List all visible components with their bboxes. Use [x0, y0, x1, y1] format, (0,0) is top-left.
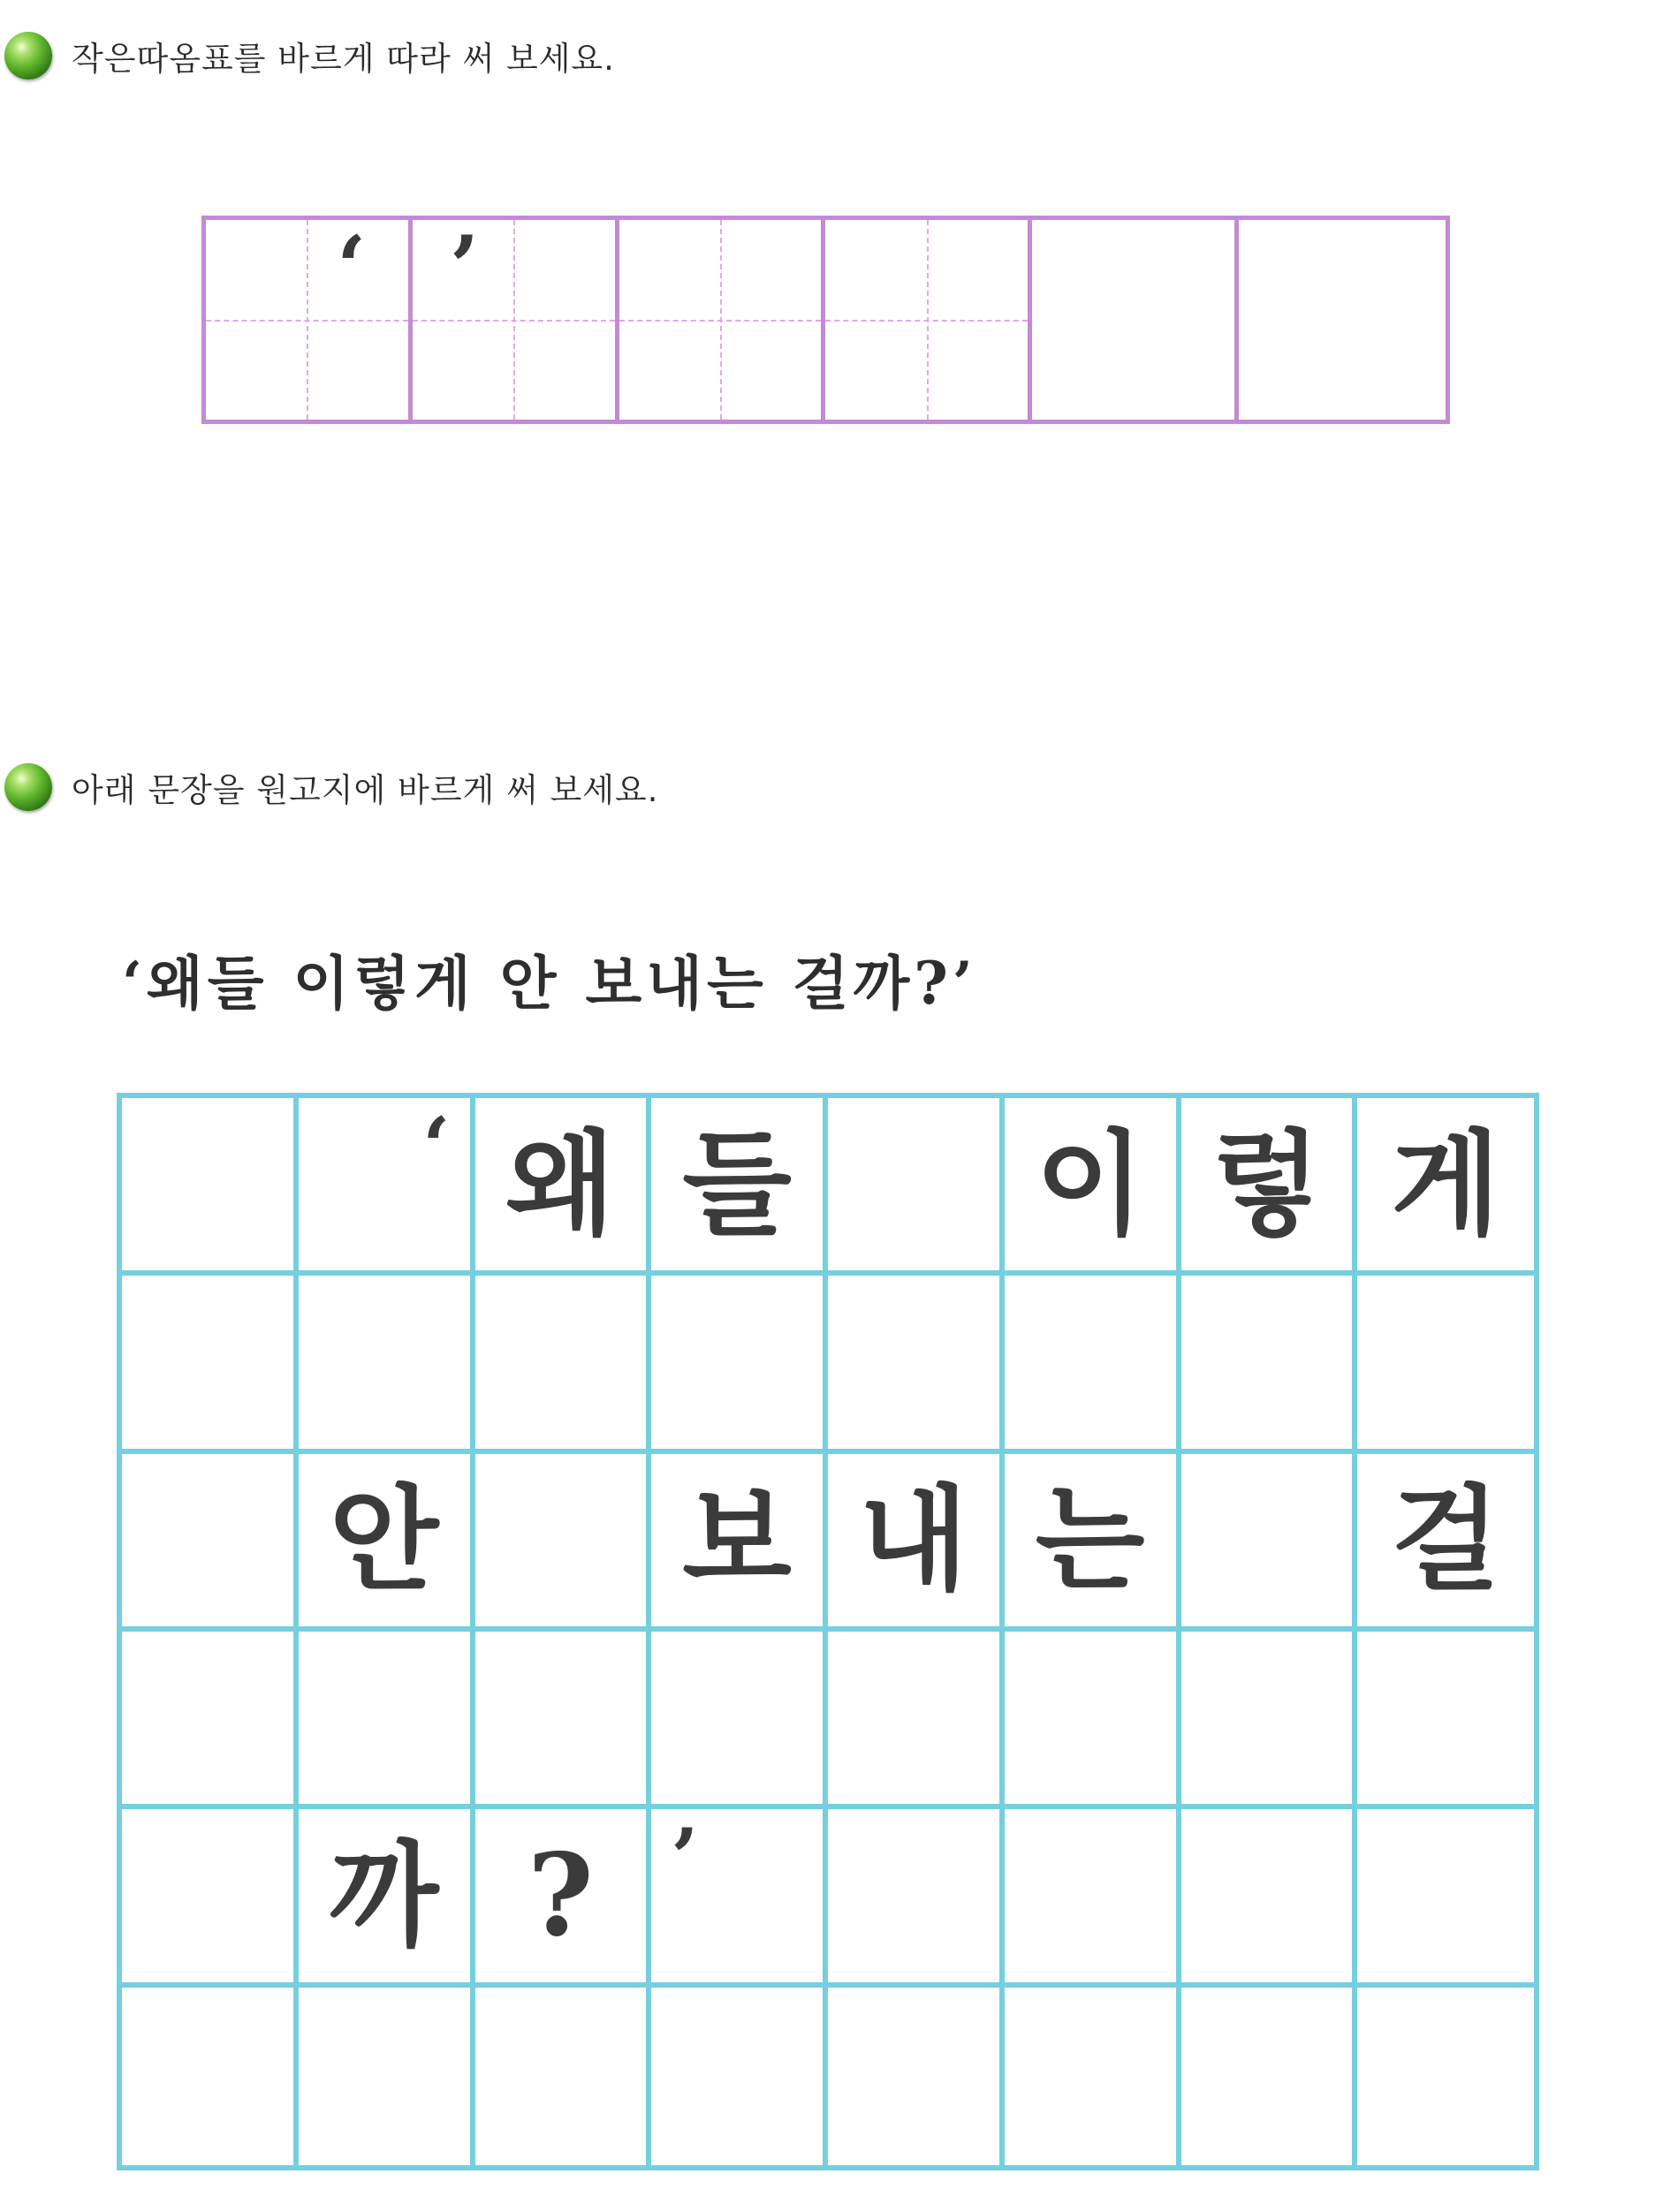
manuscript-grid: [117, 1093, 1539, 2170]
manuscript-cell[interactable]: [1005, 1809, 1181, 1987]
manuscript-cell[interactable]: [828, 1632, 1005, 1809]
guide-line-horizontal: [206, 320, 408, 322]
manuscript-cell[interactable]: [1005, 1276, 1181, 1453]
example-sentence: ‘왜들 이렇게 안 보내는 걸까?’: [122, 949, 977, 1018]
manuscript-cell: 이: [1005, 1098, 1181, 1276]
manuscript-cell: 게: [1357, 1098, 1534, 1276]
manuscript-cell[interactable]: [122, 1988, 299, 2165]
opening-single-quote: ‘: [337, 217, 367, 317]
manuscript-cell: ?: [475, 1809, 652, 1987]
instruction-2-text: 아래 문장을 원고지에 바르게 써 보세요.: [72, 771, 659, 809]
manuscript-cell[interactable]: [299, 1276, 475, 1453]
manuscript-cell[interactable]: [1005, 1988, 1181, 2165]
practice-box-6[interactable]: [1239, 220, 1446, 420]
manuscript-cell[interactable]: [122, 1809, 299, 1987]
guide-line-horizontal: [825, 320, 1028, 322]
instruction-1: [4, 31, 615, 80]
practice-box-1: [206, 217, 413, 420]
manuscript-cell[interactable]: [122, 1098, 299, 1276]
manuscript-cell[interactable]: [1357, 1809, 1534, 1987]
manuscript-cell: 까: [299, 1809, 475, 1987]
manuscript-cell: ‘: [299, 1098, 475, 1276]
manuscript-cell[interactable]: [651, 1988, 828, 2165]
practice-box-5[interactable]: [1032, 220, 1239, 420]
manuscript-cell[interactable]: [1181, 1276, 1358, 1453]
instruction-1-text: 작은따옴표를 바르게 따라 써 보세요.: [72, 40, 615, 78]
manuscript-cell[interactable]: [828, 1098, 1005, 1276]
manuscript-cell[interactable]: [122, 1454, 299, 1632]
manuscript-cell: 렇: [1181, 1098, 1358, 1276]
instruction-2: [4, 762, 658, 812]
manuscript-cell[interactable]: [299, 1988, 475, 2165]
manuscript-cell[interactable]: [475, 1632, 652, 1809]
manuscript-cell[interactable]: [1181, 1809, 1358, 1987]
guide-line-horizontal: [413, 320, 615, 322]
manuscript-cell: 들: [651, 1098, 828, 1276]
manuscript-cell: 걸: [1357, 1454, 1534, 1632]
manuscript-cell: 는: [1005, 1454, 1181, 1632]
manuscript-cell[interactable]: [828, 1988, 1005, 2165]
manuscript-cell[interactable]: [651, 1632, 828, 1809]
manuscript-cell[interactable]: [1357, 1276, 1534, 1453]
green-ball-bullet-icon: [4, 763, 52, 811]
manuscript-cell[interactable]: [122, 1632, 299, 1809]
manuscript-cell[interactable]: [1357, 1988, 1534, 2165]
manuscript-cell: 보: [651, 1454, 828, 1632]
manuscript-cell[interactable]: [1181, 1632, 1358, 1809]
manuscript-cell[interactable]: [828, 1809, 1005, 1987]
manuscript-cell[interactable]: [475, 1988, 652, 2165]
practice-box-3[interactable]: [619, 220, 826, 420]
green-ball-bullet-icon: [4, 32, 52, 80]
manuscript-cell[interactable]: [122, 1276, 299, 1453]
manuscript-cell[interactable]: [828, 1276, 1005, 1453]
manuscript-cell: 안: [299, 1454, 475, 1632]
practice-box-4[interactable]: [825, 220, 1032, 420]
manuscript-cell[interactable]: [475, 1276, 652, 1453]
manuscript-cell[interactable]: [1181, 1454, 1358, 1632]
manuscript-cell: 왜: [475, 1098, 652, 1276]
manuscript-cell[interactable]: [1357, 1632, 1534, 1809]
practice-box-2: [413, 217, 619, 420]
manuscript-cell: ’: [651, 1809, 828, 1987]
manuscript-cell[interactable]: [299, 1632, 475, 1809]
quote-practice-boxes: [201, 216, 1450, 424]
guide-line-horizontal: [619, 320, 822, 322]
manuscript-cell[interactable]: [651, 1276, 828, 1453]
manuscript-cell[interactable]: [1005, 1632, 1181, 1809]
closing-single-quote: ’: [449, 217, 480, 317]
manuscript-cell[interactable]: [1181, 1988, 1358, 2165]
manuscript-cell: 내: [828, 1454, 1005, 1632]
manuscript-cell[interactable]: [475, 1454, 652, 1632]
